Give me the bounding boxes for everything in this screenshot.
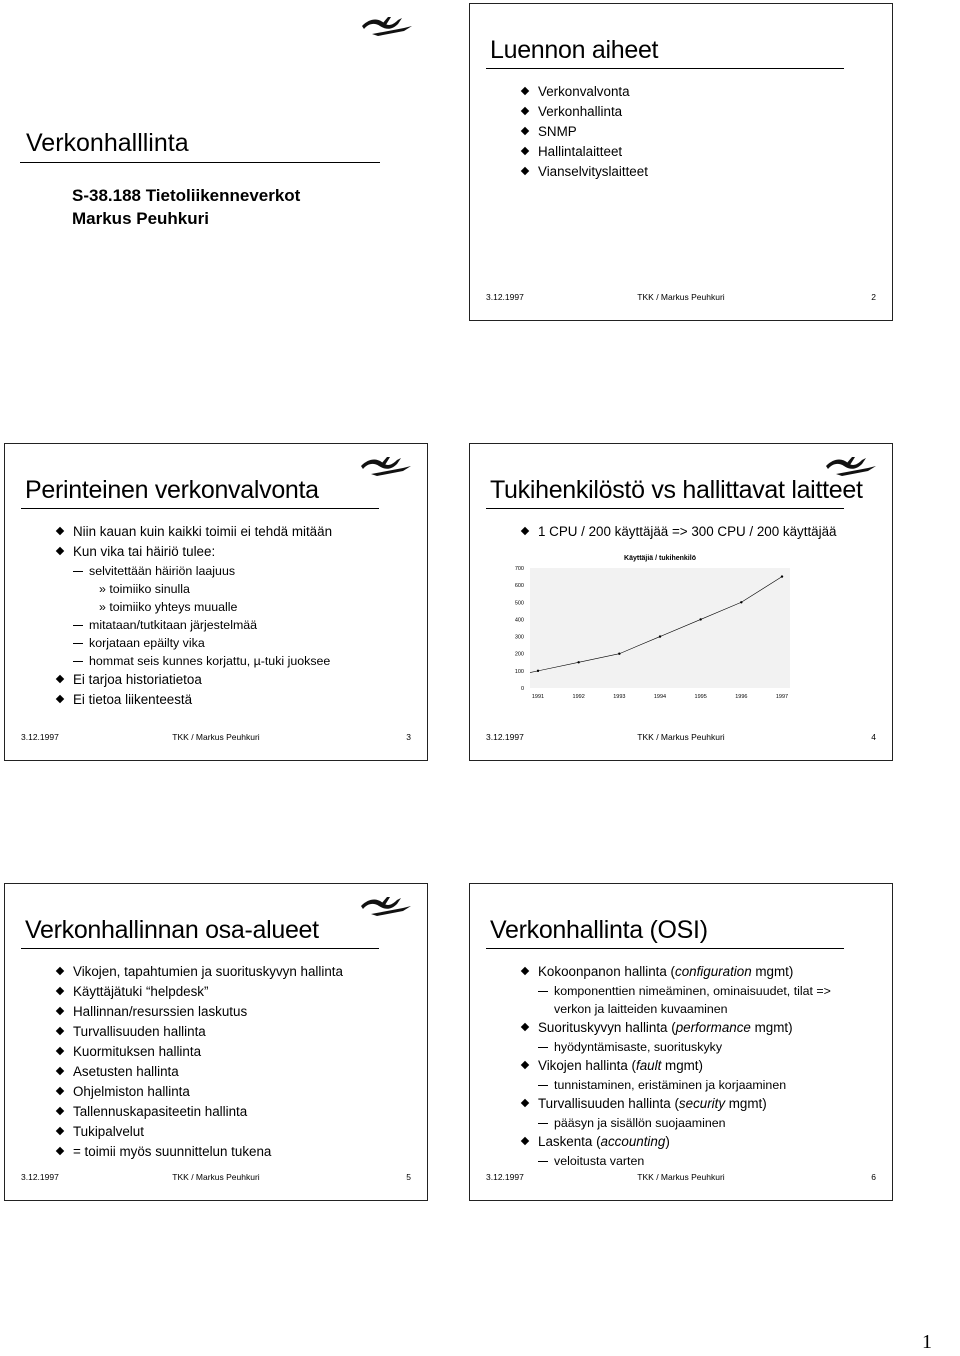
slide-1-title <box>4 4 428 322</box>
slide-3 <box>4 443 428 761</box>
data-point <box>618 653 620 655</box>
footer-page-number: 4 <box>871 732 876 742</box>
bullet-item: Tallennuskapasiteetin hallinta <box>55 1102 417 1122</box>
course-author: Markus Peuhkuri <box>72 209 209 228</box>
y-tick-label: 200 <box>514 651 524 658</box>
data-point <box>781 575 783 577</box>
footer-author: TKK / Markus Peuhkuri <box>172 732 260 742</box>
footer-page-number: 5 <box>406 1172 411 1182</box>
slide-6 <box>469 883 893 1201</box>
bullet-item: Niin kauan kuin kaikki toimii ei tehdä mitään <box>55 522 417 542</box>
chart-title: Käyttäjiä / tukihenkilö <box>624 555 696 562</box>
slide-title: Verkonhallinnan osa-alueet <box>25 916 319 944</box>
y-tick-label: 300 <box>514 634 524 641</box>
title-divider <box>486 508 844 509</box>
dash-item: veloitusta varten <box>520 1152 882 1170</box>
bullet-item: Vianselvityslaitteet <box>520 162 882 182</box>
bullet-item: Verkonvalvonta <box>520 82 882 102</box>
slide-footer <box>21 1172 411 1184</box>
slide-content <box>520 82 882 182</box>
bullet-item: Verkonhallinta <box>520 102 882 122</box>
title-divider <box>21 508 379 509</box>
y-tick-label: 100 <box>514 668 524 675</box>
dash-item: mitataan/tutkitaan järjestelmää <box>55 616 417 634</box>
y-tick-label: 700 <box>514 566 524 572</box>
slide-footer <box>486 1172 876 1184</box>
footer-author: TKK / Markus Peuhkuri <box>637 732 725 742</box>
footer-author: TKK / Markus Peuhkuri <box>172 1172 260 1182</box>
page-number: 1 <box>922 1331 932 1353</box>
slide-footer <box>486 732 876 744</box>
x-tick-label: 1995 <box>694 694 707 700</box>
footer-author: TKK / Markus Peuhkuri <box>637 292 725 302</box>
footer-date: 3.12.1997 <box>486 1172 524 1182</box>
y-tick-label: 600 <box>514 583 524 590</box>
data-point <box>740 601 742 603</box>
title-divider <box>486 68 844 69</box>
dash-item: selvitettään häiriön laajuus <box>55 562 417 580</box>
sub-sub-item: » toimiiko sinulla <box>99 582 190 596</box>
footer-page-number: 3 <box>406 732 411 742</box>
x-tick-label: 1994 <box>653 694 667 700</box>
y-tick-label: 500 <box>514 600 524 607</box>
footer-date: 3.12.1997 <box>486 292 524 302</box>
bullet-item: Turvallisuuden hallinta <box>55 1022 417 1042</box>
footer-page-number: 2 <box>871 292 876 302</box>
bullet-item: Kuormituksen hallinta <box>55 1042 417 1062</box>
data-point <box>659 635 661 637</box>
title-divider <box>20 162 380 163</box>
bullet-item: Ei tietoa liikenteestä <box>55 690 417 710</box>
footer-date: 3.12.1997 <box>21 732 59 742</box>
bullet-item: Hallintalaitteet <box>520 142 882 162</box>
slide-2 <box>469 3 893 321</box>
slide-footer <box>486 292 876 304</box>
course-name: S-38.188 Tietoliikenneverkot <box>72 186 301 205</box>
title-divider <box>486 948 844 949</box>
x-tick-label: 1997 <box>775 694 789 700</box>
hut-logo-icon <box>357 894 413 918</box>
dash-item: komponenttien nimeäminen, ominaisuudet, tilat => verkon ja laitteiden kuvaaminen <box>520 982 854 1018</box>
slide-content <box>520 522 882 542</box>
bullet-item: Kun vika tai häiriö tulee: <box>55 542 417 562</box>
sub-sub-item: » toimiiko yhteys muualle <box>99 600 238 614</box>
slide-title: Tukihenkilöstö vs hallittavat laitteet <box>490 476 863 504</box>
data-point <box>699 618 701 620</box>
bullet-item: Asetusten hallinta <box>55 1062 417 1082</box>
slide-content <box>520 962 882 1170</box>
slide-title: Verkonhalllinta <box>26 129 189 157</box>
dash-item: hyödyntämisaste, suorituskyky <box>520 1038 882 1056</box>
bullet-item: Vikojen hallinta (fault mgmt) <box>520 1056 882 1076</box>
dash-item: pääsyn ja sisällön suojaaminen <box>520 1114 882 1132</box>
data-point <box>537 670 539 672</box>
course-subtitle <box>72 184 300 230</box>
bullet-item: SNMP <box>520 122 882 142</box>
slide-4 <box>469 443 893 761</box>
data-point <box>577 661 579 663</box>
x-tick-label: 1991 <box>531 694 545 700</box>
hut-logo-icon <box>822 454 878 478</box>
slide-title: Verkonhallinta (OSI) <box>490 916 708 944</box>
bullet-item: = toimii myös suunnittelun tukena <box>55 1142 417 1162</box>
plot-area <box>530 568 790 688</box>
dash-item: tunnistaminen, eristäminen ja korjaaminen <box>520 1076 882 1094</box>
slide-content <box>55 522 417 710</box>
bullet-item: Hallinnan/resurssien laskutus <box>55 1002 417 1022</box>
bullet-item: Ei tarjoa historiatietoa <box>55 670 417 690</box>
bullet-item: Tukipalvelut <box>55 1122 417 1142</box>
slide-title: Luennon aiheet <box>490 36 659 64</box>
footer-page-number: 6 <box>871 1172 876 1182</box>
y-tick-label: 400 <box>514 617 524 624</box>
footer-date: 3.12.1997 <box>486 732 524 742</box>
bullet-item: Suorituskyvyn hallinta (performance mgmt) <box>520 1018 882 1038</box>
dash-item: hommat seis kunnes korjattu, µ-tuki juoksee <box>55 652 417 670</box>
bullet-item: Vikojen, tapahtumien ja suorituskyvyn hallinta <box>55 962 417 982</box>
x-tick-label: 1992 <box>572 694 585 700</box>
x-tick-label: 1996 <box>735 694 748 700</box>
bullet-item: Laskenta (accounting) <box>520 1132 882 1152</box>
bullet-item: 1 CPU / 200 käyttäjää => 300 CPU / 200 käyttäjää <box>520 522 882 542</box>
bullet-item: Turvallisuuden hallinta (security mgmt) <box>520 1094 882 1114</box>
slide-footer <box>21 732 411 744</box>
slide-content <box>55 962 417 1162</box>
footer-date: 3.12.1997 <box>21 1172 59 1182</box>
bullet-item: Käyttäjätuki “helpdesk” <box>55 982 417 1002</box>
y-tick-label: 0 <box>520 686 524 692</box>
dash-item: korjataan epäilty vika <box>55 634 417 652</box>
footer-author: TKK / Markus Peuhkuri <box>637 1172 725 1182</box>
slide-title: Perinteinen verkonvalvonta <box>25 476 319 504</box>
title-divider <box>21 948 379 949</box>
hut-logo-icon <box>357 454 413 478</box>
hut-logo-icon <box>358 14 414 38</box>
users-per-support-chart <box>500 548 800 718</box>
slide-5 <box>4 883 428 1201</box>
bullet-item: Kokoonpanon hallinta (configuration mgmt) <box>520 962 882 982</box>
bullet-item: Ohjelmiston hallinta <box>55 1082 417 1102</box>
x-tick-label: 1993 <box>613 694 626 700</box>
